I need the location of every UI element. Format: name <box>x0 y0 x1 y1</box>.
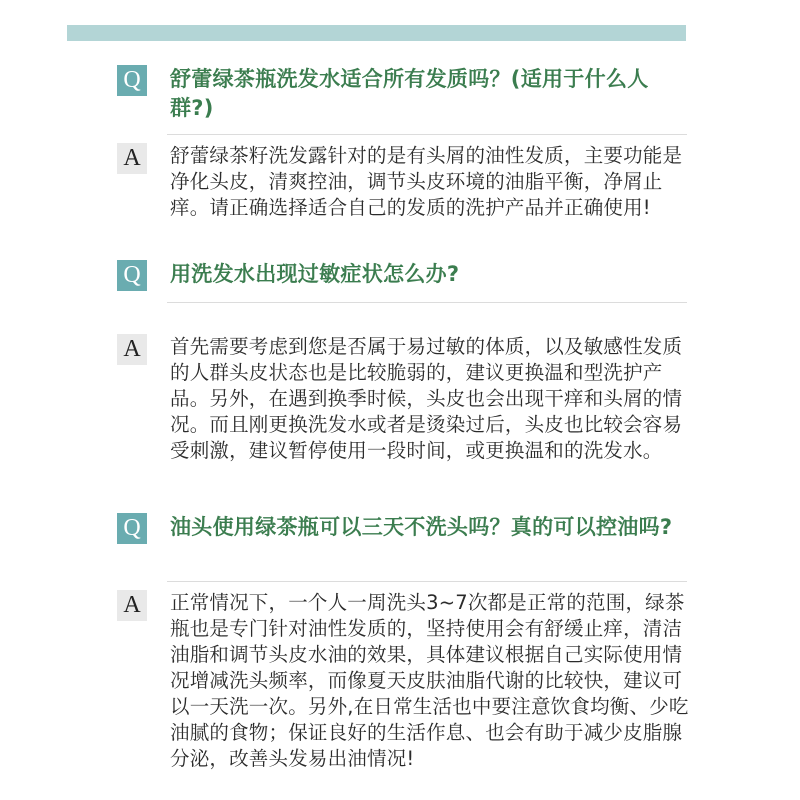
question-badge: Q <box>117 260 147 291</box>
divider <box>167 581 687 582</box>
answer-badge: A <box>117 334 147 365</box>
divider <box>167 134 687 135</box>
question-text: 舒蕾绿茶瓶洗发水适合所有发质吗？(适用于什么人群?) <box>170 67 649 120</box>
question-badge: Q <box>117 513 147 544</box>
answer-badge: A <box>117 143 147 174</box>
answer-text: 首先需要考虑到您是否属于易过敏的体质，以及敏感性发质的人群头皮状态也是比较脆弱的，建议更换温和型洗护产品。另外，在遇到换季时候，头皮也会出现干痒和头屑的情况。而且刚更换洗发水或者是烫染过后，头皮也比较会容易受刺激，建议暂停使用一段时间，或更换温和的洗发水。 <box>170 335 683 462</box>
answer-badge: A <box>117 590 147 621</box>
answer-text: 舒蕾绿茶籽洗发露针对的是有头屑的油性发质，主要功能是净化头皮，清爽控油，调节头皮环境的油脂平衡，净屑止痒。请正确选择适合自己的发质的洗护产品并正确使用! <box>170 144 683 219</box>
divider <box>167 302 687 303</box>
answer-text: 正常情况下，一个人一周洗头3~7次都是正常的范围，绿茶瓶也是专门针对油性发质的，坚持使用会有舒缓止痒，清洁油脂和调节头皮水油的效果，具体建议根据自己实际使用情况增减洗头频率，而像夏天皮肤油脂代谢的比较快，建议可以一天洗一次。另外,在日常生活也中要注意饮食均衡、少吃油腻的食物；保证良好的生活作息、也会有助于减少皮脂腺分泌，改善头发易出油情况! <box>170 591 689 770</box>
question-text: 油头使用绿茶瓶可以三天不洗头吗？真的可以控油吗? <box>170 515 673 539</box>
question-text: 用洗发水出现过敏症状怎么办? <box>170 262 460 286</box>
question-badge: Q <box>117 65 147 96</box>
header-decorative-bar <box>67 25 686 41</box>
